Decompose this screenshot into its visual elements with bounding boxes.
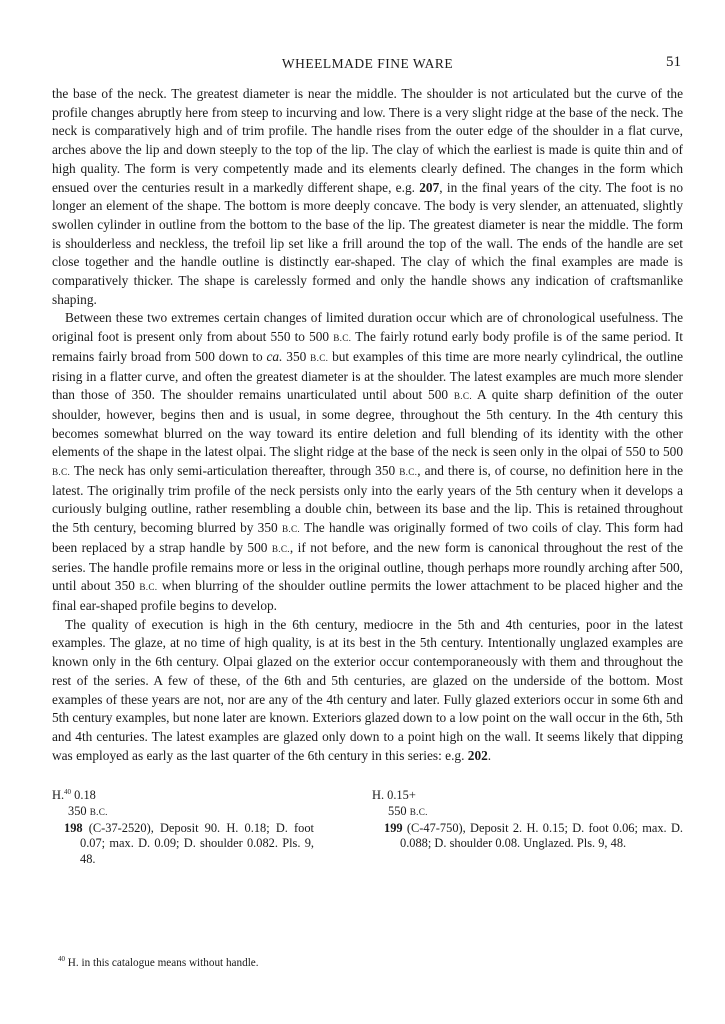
catalog-text [372, 821, 683, 852]
catalog-entry-199 [372, 785, 683, 851]
paragraph-chronology: Between these two extremes certain changes of limited duration occur which are of chronological usefulness. The original foot is present only from about 550 to 500 B.C. The fairly rotund early body profile is of the same period. It remains fairly broad from 500 down to ca. 350 B.C. but examples of this time are more nearly cylindrical, the outline rising in a flatter curve, and often the greatest diameter is at the shoulder. The latest examples are much more slender than those of 350. The shoulder remains unarticulated until about 500 B.C. A quite sharp definition of the outer shoulder, however, begins then and is usual, in some degree, throughout the 5th century. In the 4th century this becomes somewhat blurred on the way toward its entire deletion and full blending of its identity with the other elements of the shape in the latest olpai. The slight ridge at the base of the neck is seen only in the olpai of 550 to 500 B.C. The neck has only semi-articulation thereafter, through 350 B.C., and there is, of course, no definition here in the latest. The originally trim profile of the neck persists only into the early years of the 5th century when it develops a curiously bulging outline, rather resembling a double chin, between its base and the lip. This is retained throughout the 5th century, becoming blurred by 350 B.C. The handle was originally formed of two coils of clay. This form had been replaced by a strap handle by 500 B.C., if not before, and the new form is canonical throughout the rest of the series. The handle profile remains more or less in the original outline, though perhaps more roundly arching after 500, until about 350 B.C. when blurring of the shoulder outline permits the lower attachment to be placed higher and the final ear-shaped profile begins to develop. [52, 310, 684, 613]
height-group [372, 785, 683, 804]
footnote-text: H. in this catalogue means without handle. [65, 957, 259, 969]
catalog-description: (C-37-2520), Deposit 90. H. 0.18; D. foot 0.07; max. D. 0.09; D. shoulder 0.082. Pls. 9, 48. [80, 820, 314, 866]
catalog-description: (C-47-750), Deposit 2. H. 0.15; D. foot 0.06; max. D. 0.088; D. shoulder 0.08. Unglazed. Pls. 9, 48. [400, 820, 683, 851]
date-group: 350 B.C. [68, 803, 108, 818]
running-head: WHEELMADE FINE WARE [281, 56, 454, 71]
footnote-number: 40 [58, 955, 65, 963]
catalog-number: 198 [64, 820, 83, 835]
footnote-ref: 40 [64, 788, 72, 797]
height-label: H. 0.15+ [372, 788, 416, 803]
height-label: H. [52, 788, 65, 803]
catalog-text [52, 821, 314, 868]
date-group: 550 B.C. [388, 803, 428, 818]
height-group [52, 785, 314, 804]
paragraph-quality: The quality of execution is high in the 6th century, mediocre in the 5th and 4th centuries, poor in the latest examples. The glaze, at no time of high quality, is at its best in the 5th century. Intentionally unglazed examples are known only in the 6th century. Olpai glazed on the exterior occur contemporaneously with them and throughout the rest of the series. A few of these, of the 6th and 5th centuries, are glazed on the underside of the bottom. Most examples of these years are not, nor are any of the 4th century and later. Fully glazed exteriors occur in some 6th and 5th century examples, but none later are known. Exteriors glazed down to a low point on the wall occur in the 6th, 5th and 4th centuries. The latest examples are glazed only down to a point high on the wall. It seems likely that dipping was employed as early as the last quarter of the 6th century in this series: e.g. 202. [52, 616, 683, 763]
page-number: 51 [666, 54, 681, 70]
body-text [52, 85, 683, 765]
page [52, 52, 683, 915]
page-header [52, 52, 683, 76]
footnote [58, 955, 259, 969]
catalog-entry-198 [52, 785, 314, 867]
paragraph-continued: the base of the neck. The greatest diameter is near the middle. The shoulder is not articulated but the curve of the profile changes abruptly here from steep to incurving and low. There is a very slight ridge at the base of the neck. The neck is comparatively high and of trim profile. The handle rises from the outer edge of the shoulder in a flat curve, arches above the lip and down steeply to the top of the lip. The clay of which the earliest is made is quite thin and of high quality. The form is very competently made and its elements clearly defined. The changes in the form which ensued over the centuries result in a markedly different shape, e.g. 207, in the final years of the city. The foot is no longer an element of the shape. The bottom is more deeply concave. The body is very slender, an attenuated, slightly swollen cylinder in outline from the bottom to the base of the lip. The greatest diameter is near the middle. The form is shoulderless and neckless, the trefoil lip set like a frill around the top of the wall. The ends of the handle are set close together and the handle outline is distinctly ear-shaped. The clay of which the final examples are made is comparatively thicker. The shape is carelessly formed and only the handle shows any indication of craftsmanlike shaping. [52, 86, 683, 307]
catalog-entries [52, 785, 683, 915]
catalog-number: 199 [384, 820, 403, 835]
height-value: 0.18 [71, 788, 96, 803]
